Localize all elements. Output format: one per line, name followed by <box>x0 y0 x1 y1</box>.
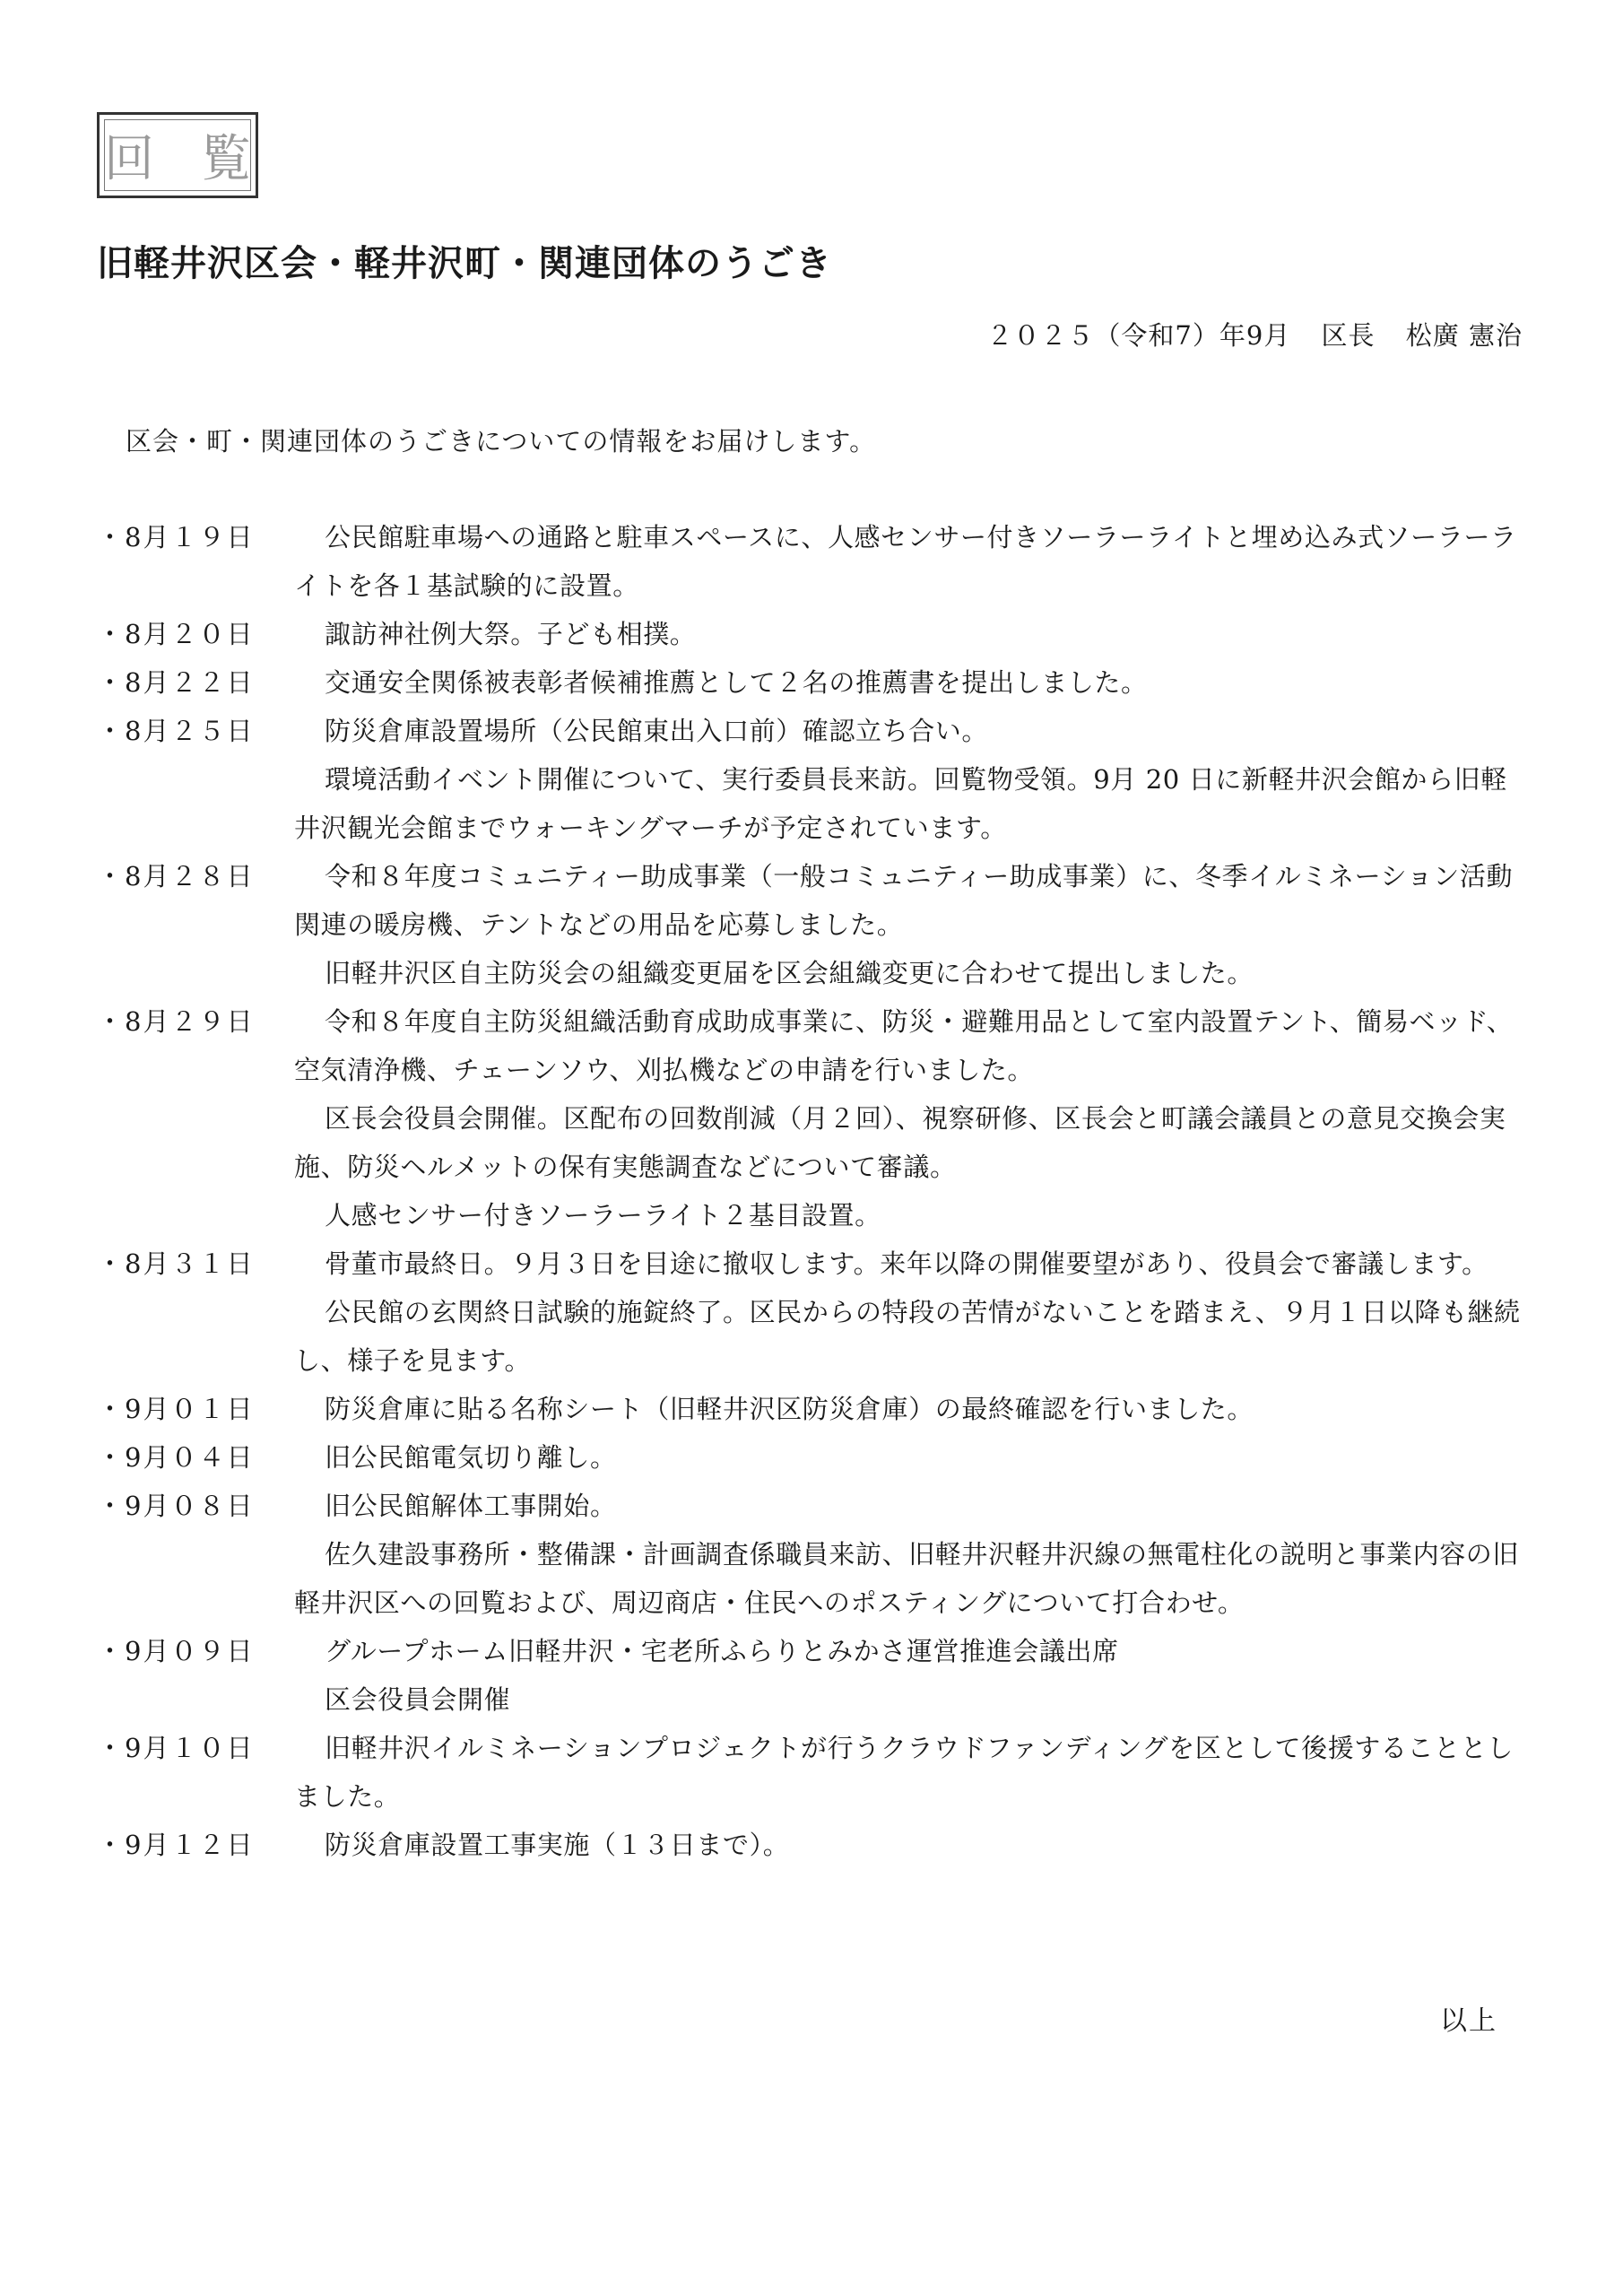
entry-body <box>294 1385 1532 1433</box>
entry-body <box>294 610 1532 658</box>
entry-date: ・8月２２日 <box>97 667 255 698</box>
activity-entry <box>97 997 1532 1239</box>
activity-entry <box>97 707 1532 852</box>
entry-date: ・8月２０日 <box>97 619 255 649</box>
entry-body <box>294 1239 1532 1385</box>
entry-date: ・8月３１日 <box>97 1248 255 1279</box>
activity-entry <box>97 1482 1532 1627</box>
entry-paragraph: 防災倉庫設置場所（公民館東出入口前）確認立ち合い。 <box>325 716 989 746</box>
entry-paragraph: 旧公民館解体工事開始。 <box>325 1491 617 1521</box>
activity-entry <box>97 658 1532 707</box>
entry-paragraph: 公民館の玄関終日試験的施錠終了。区民からの特段の苦情がないことを踏まえ、９月１日以降も継続し、様子を見ます。 <box>294 1297 1521 1376</box>
entry-body <box>294 513 1532 610</box>
entry-paragraph: 人感センサー付きソーラーライト２基目設置。 <box>325 1200 881 1231</box>
entry-body <box>294 1627 1532 1724</box>
entry-paragraph: 旧軽井沢区自主防災会の組織変更届を区会組織変更に合わせて提出しました。 <box>325 958 1254 988</box>
activity-entry <box>97 1239 1532 1385</box>
entry-paragraph: 骨董市最終日。９月３日を目途に撤収します。来年以降の開催要望があり、役員会で審議します。 <box>325 1248 1488 1279</box>
entry-body <box>294 852 1532 997</box>
activity-list <box>97 513 1532 1869</box>
entry-body <box>294 1482 1532 1627</box>
entry-paragraph: 公民館駐車場への通路と駐車スペースに、人感センサー付きソーラーライトと埋め込み式ソーラーライトを各１基試験的に設置。 <box>294 522 1517 601</box>
entry-body <box>294 658 1532 707</box>
stamp-char-1: 回 <box>104 130 154 188</box>
entry-paragraph: 旧軽井沢イルミネーションプロジェクトが行うクラウドファンディングを区として後援することとしました。 <box>294 1733 1514 1812</box>
entry-paragraph: 令和８年度自主防災組織活動育成助成事業に、防災・避難用品として室内設置テント、簡易ベッド、空気清浄機、チェーンソウ、刈払機などの申請を行いました。 <box>294 1006 1514 1085</box>
entry-paragraph: 防災倉庫設置工事実施（１３日まで）。 <box>325 1830 790 1860</box>
issue-date: ２０２５（令和7）年9月 <box>986 320 1291 351</box>
activity-entry <box>97 1821 1532 1869</box>
activity-entry <box>97 513 1532 610</box>
entry-paragraph: 旧公民館電気切り離し。 <box>325 1442 617 1473</box>
entry-paragraph: 防災倉庫に貼る名称シート（旧軽井沢区防災倉庫）の最終確認を行いました。 <box>325 1394 1254 1424</box>
entry-date: ・9月０４日 <box>97 1442 255 1473</box>
entry-date: ・9月０９日 <box>97 1636 255 1666</box>
entry-date: ・9月１０日 <box>97 1733 255 1763</box>
entry-date: ・9月１２日 <box>97 1830 255 1860</box>
activity-entry <box>97 852 1532 997</box>
circulation-stamp-inner <box>104 119 251 191</box>
entry-body <box>294 997 1532 1239</box>
entry-date: ・8月２８日 <box>97 861 255 891</box>
entry-paragraph: 諏訪神社例大祭。子ども相撲。 <box>325 619 697 649</box>
entry-paragraph: グループホーム旧軽井沢・宅老所ふらりとみかさ運営推進会議出席 <box>325 1636 1119 1666</box>
dateline <box>965 316 1523 352</box>
closing-text: 以上 <box>1440 2005 1497 2037</box>
entry-date: ・8月２９日 <box>97 1006 255 1037</box>
entry-paragraph: 交通安全関係被表彰者候補推薦として２名の推薦書を提出しました。 <box>325 667 1148 698</box>
entry-date: ・9月０１日 <box>97 1394 255 1424</box>
entry-date: ・9月０８日 <box>97 1491 255 1521</box>
entry-body <box>294 1821 1532 1869</box>
entry-date: ・8月１９日 <box>97 522 255 552</box>
entry-body <box>294 707 1532 852</box>
intro-text: 区会・町・関連団体のうごきについての情報をお届けします。 <box>126 426 877 457</box>
entry-paragraph: 区長会役員会開催。区配布の回数削減（月２回）、視察研修、区長会と町議会議員との意見交換会実施、防災ヘルメットの保有実態調査などについて審議。 <box>294 1103 1506 1182</box>
document-title: 旧軽井沢区会・軽井沢町・関連団体のうごき <box>97 243 832 284</box>
entry-paragraph: 佐久建設事務所・整備課・計画調査係職員来訪、旧軽井沢軽井沢線の無電柱化の説明と事業内容の旧軽井沢区への回覧および、周辺商店・住民へのポスティングについて打合わせ。 <box>294 1539 1520 1618</box>
entry-date: ・8月２５日 <box>97 716 255 746</box>
activity-entry <box>97 1433 1532 1482</box>
author-name: 松廣 憲治 <box>1405 320 1523 351</box>
entry-body <box>294 1724 1532 1821</box>
entry-paragraph: 区会役員会開催 <box>325 1684 511 1715</box>
entry-paragraph: 令和８年度コミュニティー助成事業（一般コミュニティー助成事業）に、冬季イルミネーション活動関連の暖房機、テントなどの用品を応募しました。 <box>294 861 1514 940</box>
activity-entry <box>97 1724 1532 1821</box>
activity-entry <box>97 1385 1532 1433</box>
entry-paragraph: 環境活動イベント開催について、実行委員長来訪。回覧物受領。9月 20 日に新軽井沢会館から旧軽井沢観光会館までウォーキングマーチが予定されています。 <box>294 764 1507 843</box>
stamp-char-2: 覧 <box>201 130 251 188</box>
activity-entry <box>97 610 1532 658</box>
circulation-stamp <box>97 112 258 198</box>
author-role: 区長 <box>1321 320 1376 351</box>
entry-body <box>294 1433 1532 1482</box>
activity-entry <box>97 1627 1532 1724</box>
